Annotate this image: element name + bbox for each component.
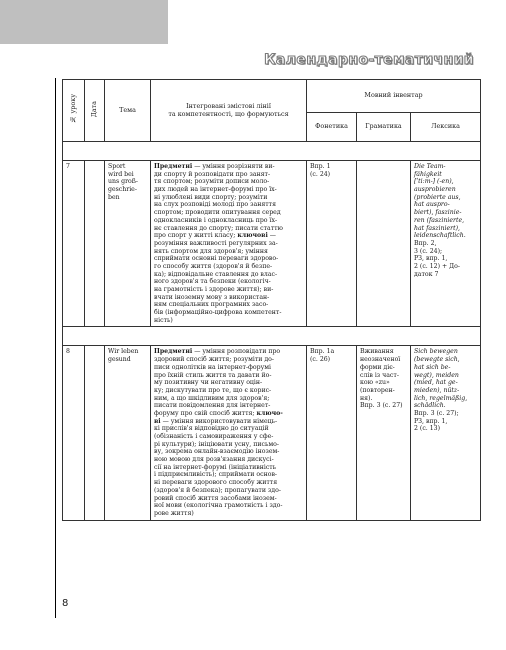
vocabulary-exercises: Впр. 2, 3 (с. 24); РЗ, впр. 1, 2 (с. 12) + До- даток 7: [414, 239, 460, 278]
page-title: Календарно-тематичний: [264, 52, 474, 68]
column-header-date: Дата: [85, 80, 105, 142]
table-row: [63, 161, 481, 327]
competencies-subject-text: — уміння розповідати про здоровий спосіб життя; розуміти до- писи однолітків на інтернет-форумі про їхній стиль життя та давати йо- му позитивну чи негативну оцін- ку; дискутувати про те, що є корис- ним, а що шкідливим для здоров'я; писати повідомлення для інтернет- форуму про свій спосіб життя;: [154, 348, 281, 417]
lesson-grammar: [357, 161, 411, 327]
lesson-competencies: [151, 161, 307, 327]
competencies-key-label: ключо- ві: [154, 409, 283, 425]
competencies-subject-label: Предметні: [154, 163, 193, 170]
lesson-date: [85, 346, 105, 520]
column-header-phonetics: Фонетика: [307, 113, 357, 142]
lesson-topic: Wir leben gesund: [105, 346, 151, 520]
lesson-vocabulary: [411, 346, 481, 520]
table-row: [63, 346, 481, 520]
vocabulary-words: Die Team- fähigkeit [ˈtiːm-] (-en), ausprobieren (probierte aus, hat auspro- biert), faszinie- ren (faszinierte, hat fasziniert), leidenschaftlich.: [414, 163, 466, 240]
column-header-grammar: Граматика: [357, 113, 411, 142]
competencies-subject-label: Предметні: [154, 348, 193, 356]
lesson-plan-table: [62, 79, 481, 521]
table-header-row: [63, 80, 481, 113]
lesson-topic: Sport wird bei uns groß- geschrie- ben: [105, 161, 151, 327]
header-gray-block: [0, 0, 168, 44]
row-spacer: [63, 142, 481, 161]
competencies-key-label: ключові: [237, 232, 268, 240]
lesson-competencies: [151, 346, 307, 520]
lesson-number: 7: [63, 161, 85, 327]
column-header-competencies: Інтегровані змістові лінії та компетентності, що формуються: [151, 80, 307, 142]
lesson-number: 8: [63, 346, 85, 520]
column-header-language-inventory: Мовний інвентар: [307, 80, 481, 113]
competencies-subject-text: — уміння розрізняти ви- ди спорту й розповідати про занят- тя спортом; розуміти дописи моло- дих людей на інтернет-форумі про їх- ні улюблені види спорту; розуміти на слух розповіді молоді про заняття спортом; проводити опитування серед однокласників і однокласниць про їх- нє ставлення до спорту; писати статтю про спорт у житті класу;: [154, 163, 283, 240]
row-spacer: [63, 327, 481, 346]
column-header-topic: Тема: [105, 80, 151, 142]
lesson-date: [85, 161, 105, 327]
competencies-key-text: — уміння використовувати німець- кі прислів'я відповідно до ситуацій (обізнаність і самовираження у сфе- рі культури); ініціювати усну, письмо- ву, зокрема онлайн-взаємодію інозем- ною мовою для розв'язання дискусі- сії на інтернет-форумі (ініціативність і підприємливість); сприймати основ- ні переваги здорового способу життя (здоров'я й безпека); пропагувати здо- ровий спосіб життя засобами інозем- ної мови (екологічна грамотність і здо- рове життя): [154, 417, 283, 517]
vocabulary-words: Sich bewegen (bewegte sich, hat sich be- wegt), meiden (mied, hat ge- mieden), nütz- lich, regelmäßig, schädlich.: [414, 348, 468, 410]
lesson-grammar: Вживання неозначеної форми діє- слів із част- кою «zu» (повторен- ня). Впр. 3 (с. 27): [357, 346, 411, 520]
column-header-lesson-no: № уроку: [63, 80, 85, 142]
vocabulary-exercises: Впр. 3 (с. 27); РЗ, впр. 1, 2 (с. 13): [414, 409, 459, 433]
competencies-key-text: — розуміння важливості регулярних за- нять спортом для здоров'я; уміння сприймати основні переваги здорово- го способу життя (здоров'я й безпе- ка); відповідальне ставлення до влас- ного здоров'я та безпеки (екологіч- на грамотність і здорове життя); ви- вчати іноземну мову з використан- ням спеціальних програмних засо- бів (інформаційно-цифрова компетент- ність): [154, 232, 282, 324]
left-margin-rule: [55, 78, 56, 618]
page-number: 8: [62, 598, 69, 609]
lesson-phonetics: Впр. 1a (с. 26): [307, 346, 357, 520]
lesson-phonetics: Впр. 1 (с. 24): [307, 161, 357, 327]
lesson-vocabulary: [411, 161, 481, 327]
column-header-vocabulary: Лексика: [411, 113, 481, 142]
